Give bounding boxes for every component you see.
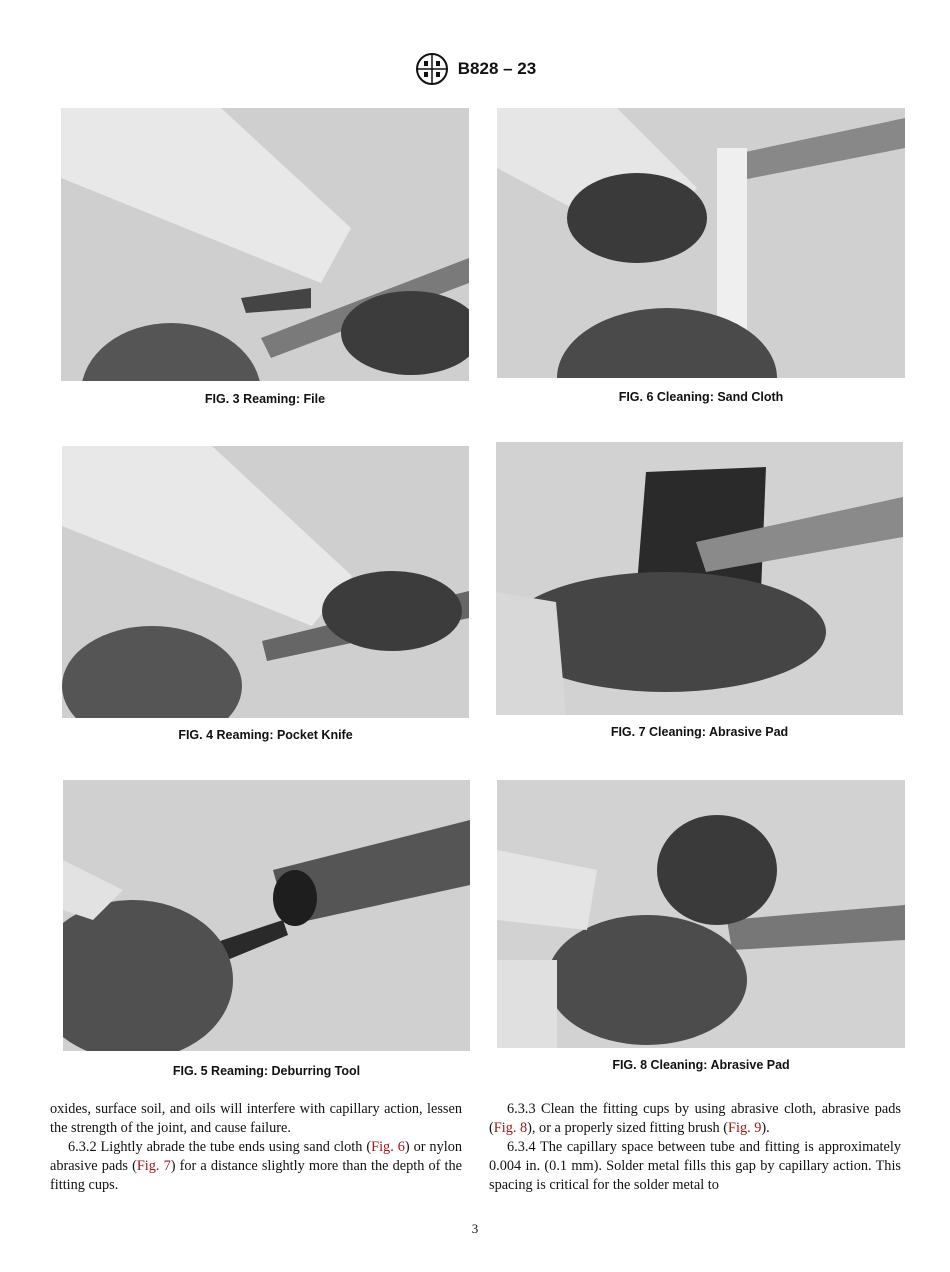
figure-5-caption: FIG. 5 Reaming: Deburring Tool: [172, 1064, 361, 1078]
figure-6-photo: [497, 108, 905, 378]
figure-3-photo: [61, 108, 469, 381]
figure-7-photo: [496, 442, 903, 715]
paragraph-continued: oxides, surface soil, and oils will interfere with capillary action, lessen the strength of the joint, and cause failure.: [50, 1101, 462, 1136]
figure-8-caption: FIG. 8 Cleaning: Abrasive Pad: [612, 1058, 790, 1072]
figure-6-caption: FIG. 6 Cleaning: Sand Cloth: [618, 390, 784, 404]
page-number: 3: [471, 1221, 479, 1236]
fig-9-link[interactable]: Fig. 9: [728, 1120, 762, 1136]
figure-8-photo: [497, 780, 905, 1048]
fig-7-link[interactable]: Fig. 7: [136, 1158, 171, 1174]
paragraph-6-3-2: 6.3.2 Lightly abrade the tube ends using sand cloth (Fig. 6) or nylon abrasive pads (Fig. 7) for a distance slightly more than the depth of the fitting cups.: [50, 1139, 463, 1193]
figure-5-photo: [63, 780, 470, 1051]
page-header: [0, 52, 950, 86]
figure-5: [63, 780, 470, 1080]
left-text-column: [50, 1100, 462, 1195]
figure-4: [62, 446, 469, 746]
astm-logo-icon: [414, 52, 450, 86]
figure-7-caption: FIG. 7 Cleaning: Abrasive Pad: [610, 725, 789, 739]
figure-6: [497, 108, 905, 408]
document-id: B828 – 23: [457, 59, 537, 78]
figure-4-photo: [62, 446, 469, 718]
figure-4-caption: FIG. 4 Reaming: Pocket Knife: [178, 728, 353, 742]
paragraph-6-3-4: 6.3.4 The capillary space between tube and fitting is approximately 0.004 in. (0.1 mm). Solder metal fills this gap by capillary action. This spacing is critical for the solder metal to: [489, 1139, 901, 1193]
figure-8: [497, 780, 905, 1076]
fig-8-link[interactable]: Fig. 8: [493, 1120, 528, 1136]
paragraph-6-3-3: 6.3.3 Clean the fitting cups by using abrasive cloth, abrasive pads (Fig. 8), or a properly sized fitting brush (Fig. 9).: [489, 1101, 901, 1136]
right-text-column: [489, 1100, 901, 1195]
figure-3-caption: FIG. 3 Reaming: File: [204, 392, 326, 406]
figure-3: [61, 108, 469, 410]
figure-7: [496, 442, 903, 744]
fig-6-link[interactable]: Fig. 6: [371, 1139, 405, 1155]
